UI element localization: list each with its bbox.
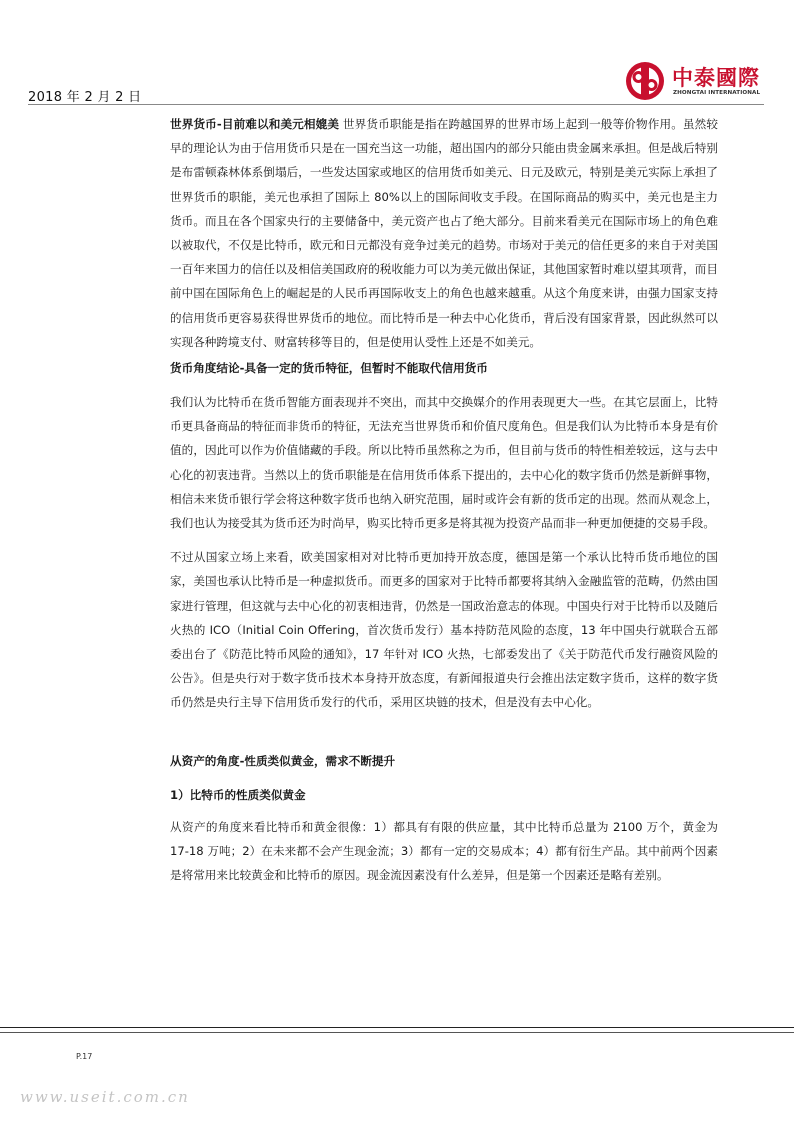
watermark-text: www.useit.com.cn [20,1088,190,1106]
paragraph-text: 世界货币职能是指在跨越国界的世界市场上起到一般等价物作用。虽然较早的理论认为由于信用货币只是在一国充当这一功能，超出国内的部分只能由贵金属来承担。但是战后特别是布雷顿森林体系倒塌后，一些发达国家或地区的信用货币如美元、日元及欧元，特别是美元实际上承担了世界货币的职能，美元也承担了国际上 80%以上的国际间收支手段。在国际商品的购买中，美元也是主力货币。而且在各个国家央行的主要储备中，美元资产也占了绝大部分。目前来看美元在国际市场上的角色难以被取代，不仅是比特币，欧元和日元都没有竞争过美元的趋势。市场对于美元的信任更多的来自于对美国一百年来国力的信任以及相信美国政府的税收能力可以为美元做出保证，其他国家暂时难以望其项背，而目前中国在国际角色上的崛起是的人民币再国际收支上的角色也越来越重。从这个角度来讲，由强力国家支持的信用货币更容易获得世界货币的地位。而比特币是一种去中心化货币，背后没有国家背景，因此纵然可以实现各种跨境支付、财富转移等目的，但是使用认受性上还是不如美元。 [170,117,718,349]
section-heading-asset-perspective: 从资产的角度-性质类似黄金，需求不断提升 [170,753,396,768]
paragraph-lead-heading: 世界货币-目前难以和美元相媲美 [170,117,340,131]
header-divider [28,104,764,105]
logo-chinese-name: 中泰國際 [672,66,760,90]
subsection-heading-gold-similarity: 1）比特币的性质类似黄金 [170,787,306,802]
company-logo [624,58,764,106]
logo-english-name: ZHONGTAI INTERNATIONAL [673,90,761,96]
footer-divider-thick [0,1027,794,1028]
paragraph-bitcoin-vs-gold: 从资产的角度来看比特币和黄金很像：1）都具有有限的供应量，其中比特币总量为 2100 万个，黄金为17-18 万吨；2）在未来都不会产生现金流；3）都有一定的交易成本；4）都有衍生产品。其中前两个因素是将常用来比较黄金和比特币的原因。现金流因素没有什么差异，但是第一个因素还是略有差别。 [170,819,718,883]
report-date: 2018 年 2 月 2 日 [28,90,142,105]
paragraph-world-currency [170,112,718,354]
footer-divider-thin [0,1032,794,1033]
paragraph-currency-conclusion: 我们认为比特币在货币智能方面表现并不突出，而其中交换媒介的作用表现更大一些。在其它层面上，比特币更具备商品的特征而非货币的特征，无法充当世界货币和价值尺度角色。但是我们认为比特币本身是有价值的，因此可以作为价值储藏的手段。所以比特币虽然称之为币，但目前与货币的特性相差较远，这与去中心化的初衷违背。当然以上的货币职能是在信用货币体系下提出的，去中心化的数字货币仍然是新鲜事物，相信未来货币银行学会将这种数字货币也纳入研究范围，届时或许会有新的货币定的出现。然而从观念上，我们也认为接受其为货币还为时尚早，购买比特币更多是将其视为投资产品而非一种更加便捷的交易手段。 [170,395,718,531]
page-number: P.17 [76,1052,93,1061]
paragraph-national-stance: 不过从国家立场上来看，欧美国家相对对比特币更加持开放态度，德国是第一个承认比特币货币地位的国家，美国也承认比特币是一种虚拟货币。而更多的国家对于比特币都要将其纳入金融监管的范畴，仍然由国家进行管理，但这就与去中心化的初衷相违背，仍然是一国政治意志的体现。中国央行对于比特币以及随后火热的 ICO（Initial Coin Offering，首次货币发行）基本持防范风险的态度，13 年中国央行就联合五部委出台了《防范比特币风险的通知》，17 年针对 ICO 火热，七部委发出了《关于防范代币发行融资风险的公告》。但是央行对于数字货币技术本身持开放态度，有新闻报道央行会推出法定数字货币，这样的数字货币仍然是央行主导下信用货币发行的代币，采用区块链的技术，但是没有去中心化。 [170,550,718,710]
section-heading-currency-conclusion: 货币角度结论-具备一定的货币特征，但暂时不能取代信用货币 [170,361,488,376]
report-body [170,112,718,887]
zhongtai-logo-icon [624,60,666,102]
